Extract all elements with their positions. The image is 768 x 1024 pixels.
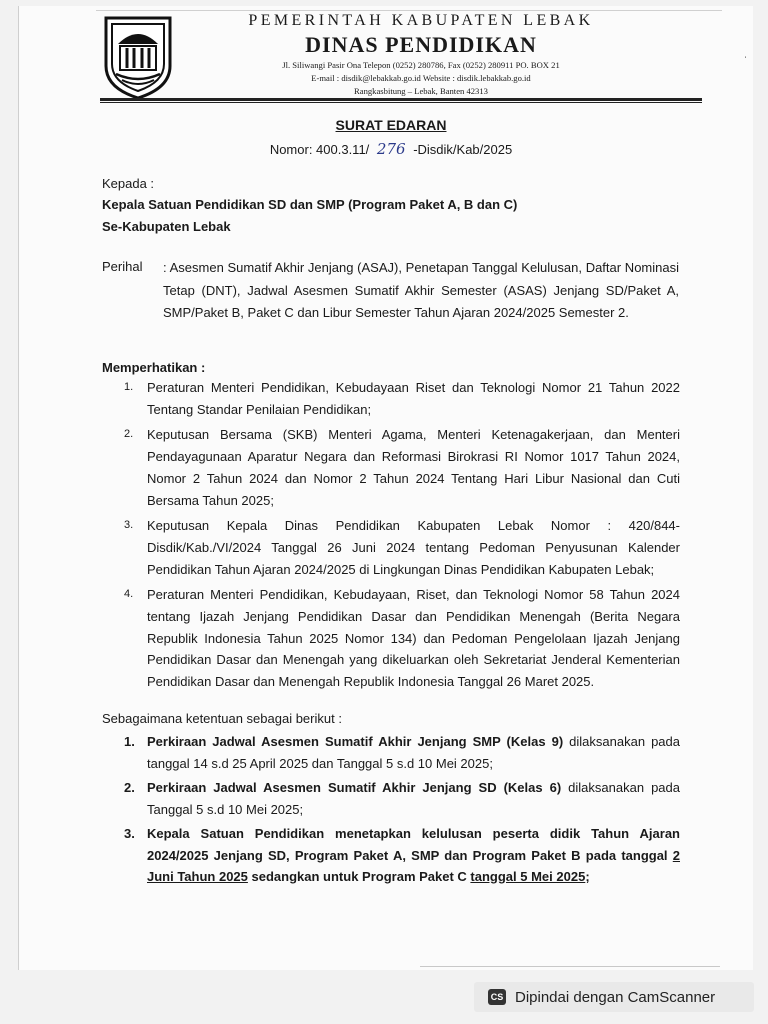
memperhatikan-list [102, 377, 680, 697]
document-number [0, 140, 768, 158]
ketentuan-list [102, 731, 680, 891]
camscanner-icon: CS [488, 989, 506, 1005]
address-line-1: Jl. Siliwangi Pasir Ona Telepon (0252) 280786, Fax (0252) 280911 PO. BOX 21 [282, 60, 560, 70]
nomor-suffix: -Disdik/Kab/2025 [413, 142, 513, 157]
page-bottom-edge [420, 966, 720, 967]
perihal-text: : Asesmen Sumatif Akhir Jenjang (ASAJ), Penetapan Tanggal Kelulusan, Daftar Nominasi Tetap (DNT), Jadwal Asesmen Sumatif Akhir Semester (ASAS) Jenjang SD/Paket A, SMP/Paket B, Paket C dan Libur Semester Tahun Ajaran 2024/2025 Semester 2. [163, 260, 679, 320]
scan-speck: ˈ [744, 56, 748, 67]
nomor-handwritten: 276 [376, 140, 406, 158]
nomor-prefix: Nomor: 400.3.11/ [269, 142, 370, 157]
perihal-body: Asesmen Sumatif Akhir Jenjang (ASAJ), Penetapan Tanggal Kelulusan, Daftar Nominasi Tetap (DNT), Jadwal Asesmen Sumatif Akhir Semester (ASAS) Jenjang SD/Paket A, SMP/Paket B, Paket C dan Libur Semester Tahun Ajaran 2024/2025 Semester 2. [163, 260, 679, 320]
list-item: 3. Kepala Satuan Pendidikan menetapkan kelulusan peserta didik Tahun Ajaran 2024/2025 Jenjang SD, Program Paket A, SMP dan Program Paket B pada tanggal 2 Juni Tahun 2025 sedangkan untuk Program Paket C tanggal 5 Mei 2025; [124, 826, 680, 884]
list-item: 3. Keputusan Kepala Dinas Pendidikan Kabupaten Lebak Nomor : 420/844-Disdik/Kab./VI/2024 Tanggal 26 Juni 2024 tentang Pedoman Penyusunan Kalender Pendidikan Tahun Ajaran 2024/2025 di Lingkungan Dinas Pendidikan Kabupaten Lebak; [124, 518, 680, 577]
government-name: PEMERINTAH KABUPATEN LEBAK [248, 12, 594, 29]
list-item: 2. Keputusan Bersama (SKB) Menteri Agama, Menteri Ketenagakerjaan, dan Menteri Pendayagunaan Aparatur Negara dan Reformasi Birokrasi RI Nomor 1017 Tahun 2024, Nomor 2 Tahun 2024 dan Nomor 2 Tahun 2024 Tentang Hari Libur Nasional dan Cuti Bersama Tahun 2025; [124, 427, 680, 508]
address-line-2: E-mail : disdik@lebakkab.go.id Website : disdik.lebakkab.go.id [311, 73, 531, 83]
perihal-label: Perihal [102, 259, 143, 274]
list-item: 1. Peraturan Menteri Pendidikan, Kebudayaan Riset dan Teknologi Nomor 21 Tahun 2022 Tentang Standar Penilaian Pendidikan; [124, 380, 680, 417]
graduation-date-paket-c: tanggal 5 Mei 2025 [470, 869, 586, 884]
list-item: 4. Peraturan Menteri Pendidikan, Kebudayaan, Riset, dan Teknologi Nomor 58 Tahun 2024 tentang Ijazah Jenjang Pendidikan Dasar dan Pendidikan Menengah (Berita Negara Republik Indonesia Tahun 2025 Nomor 134) dan Pedoman Pengelolaan Ijazah Jenjang Pendidikan Dasar dan Menengah yang dikeluarkan oleh Sekretariat Jenderal Kementerian Pendidikan Dasar dan Menengah Republik Indonesia Tanggal 26 Maret 2025. [124, 587, 680, 690]
document-title: SURAT EDARAN [335, 117, 447, 133]
memperhatikan-heading: Memperhatikan : [102, 360, 206, 375]
letterhead-rule-thick [100, 98, 702, 101]
agency-name: DINAS PENDIDIKAN [305, 32, 537, 57]
letterhead [178, 10, 664, 97]
letterhead-rule-thin [100, 102, 702, 103]
address-line-3: Rangkasbitung – Lebak, Banten 42313 [354, 86, 488, 96]
graduation-date-sd-smp: 2 Juni Tahun 2025 [147, 847, 680, 884]
list-item: 1. Perkiraan Jadwal Asesmen Sumatif Akhir Jenjang SMP (Kelas 9) dilaksanakan pada tanggal 14 s.d 25 April 2025 dan Tanggal 5 s.d 10 Mei 2025; [124, 734, 680, 771]
camscanner-badge [474, 982, 754, 1012]
camscanner-label: Dipindai dengan CamScanner [515, 988, 716, 1006]
lebak-emblem-icon [102, 14, 174, 100]
recipient-label: Kepada : [102, 176, 155, 191]
ketentuan-heading: Sebagaimana ketentuan sebagai berikut : [102, 711, 342, 726]
list-item: 2. Perkiraan Jadwal Asesmen Sumatif Akhir Jenjang SD (Kelas 6) dilaksanakan pada Tanggal 5 s.d 10 Mei 2025; [124, 780, 680, 817]
recipient-line-1: Kepala Satuan Pendidikan SD dan SMP (Program Paket A, B dan C) [102, 197, 518, 212]
recipient-line-2: Se-Kabupaten Lebak [102, 219, 231, 234]
